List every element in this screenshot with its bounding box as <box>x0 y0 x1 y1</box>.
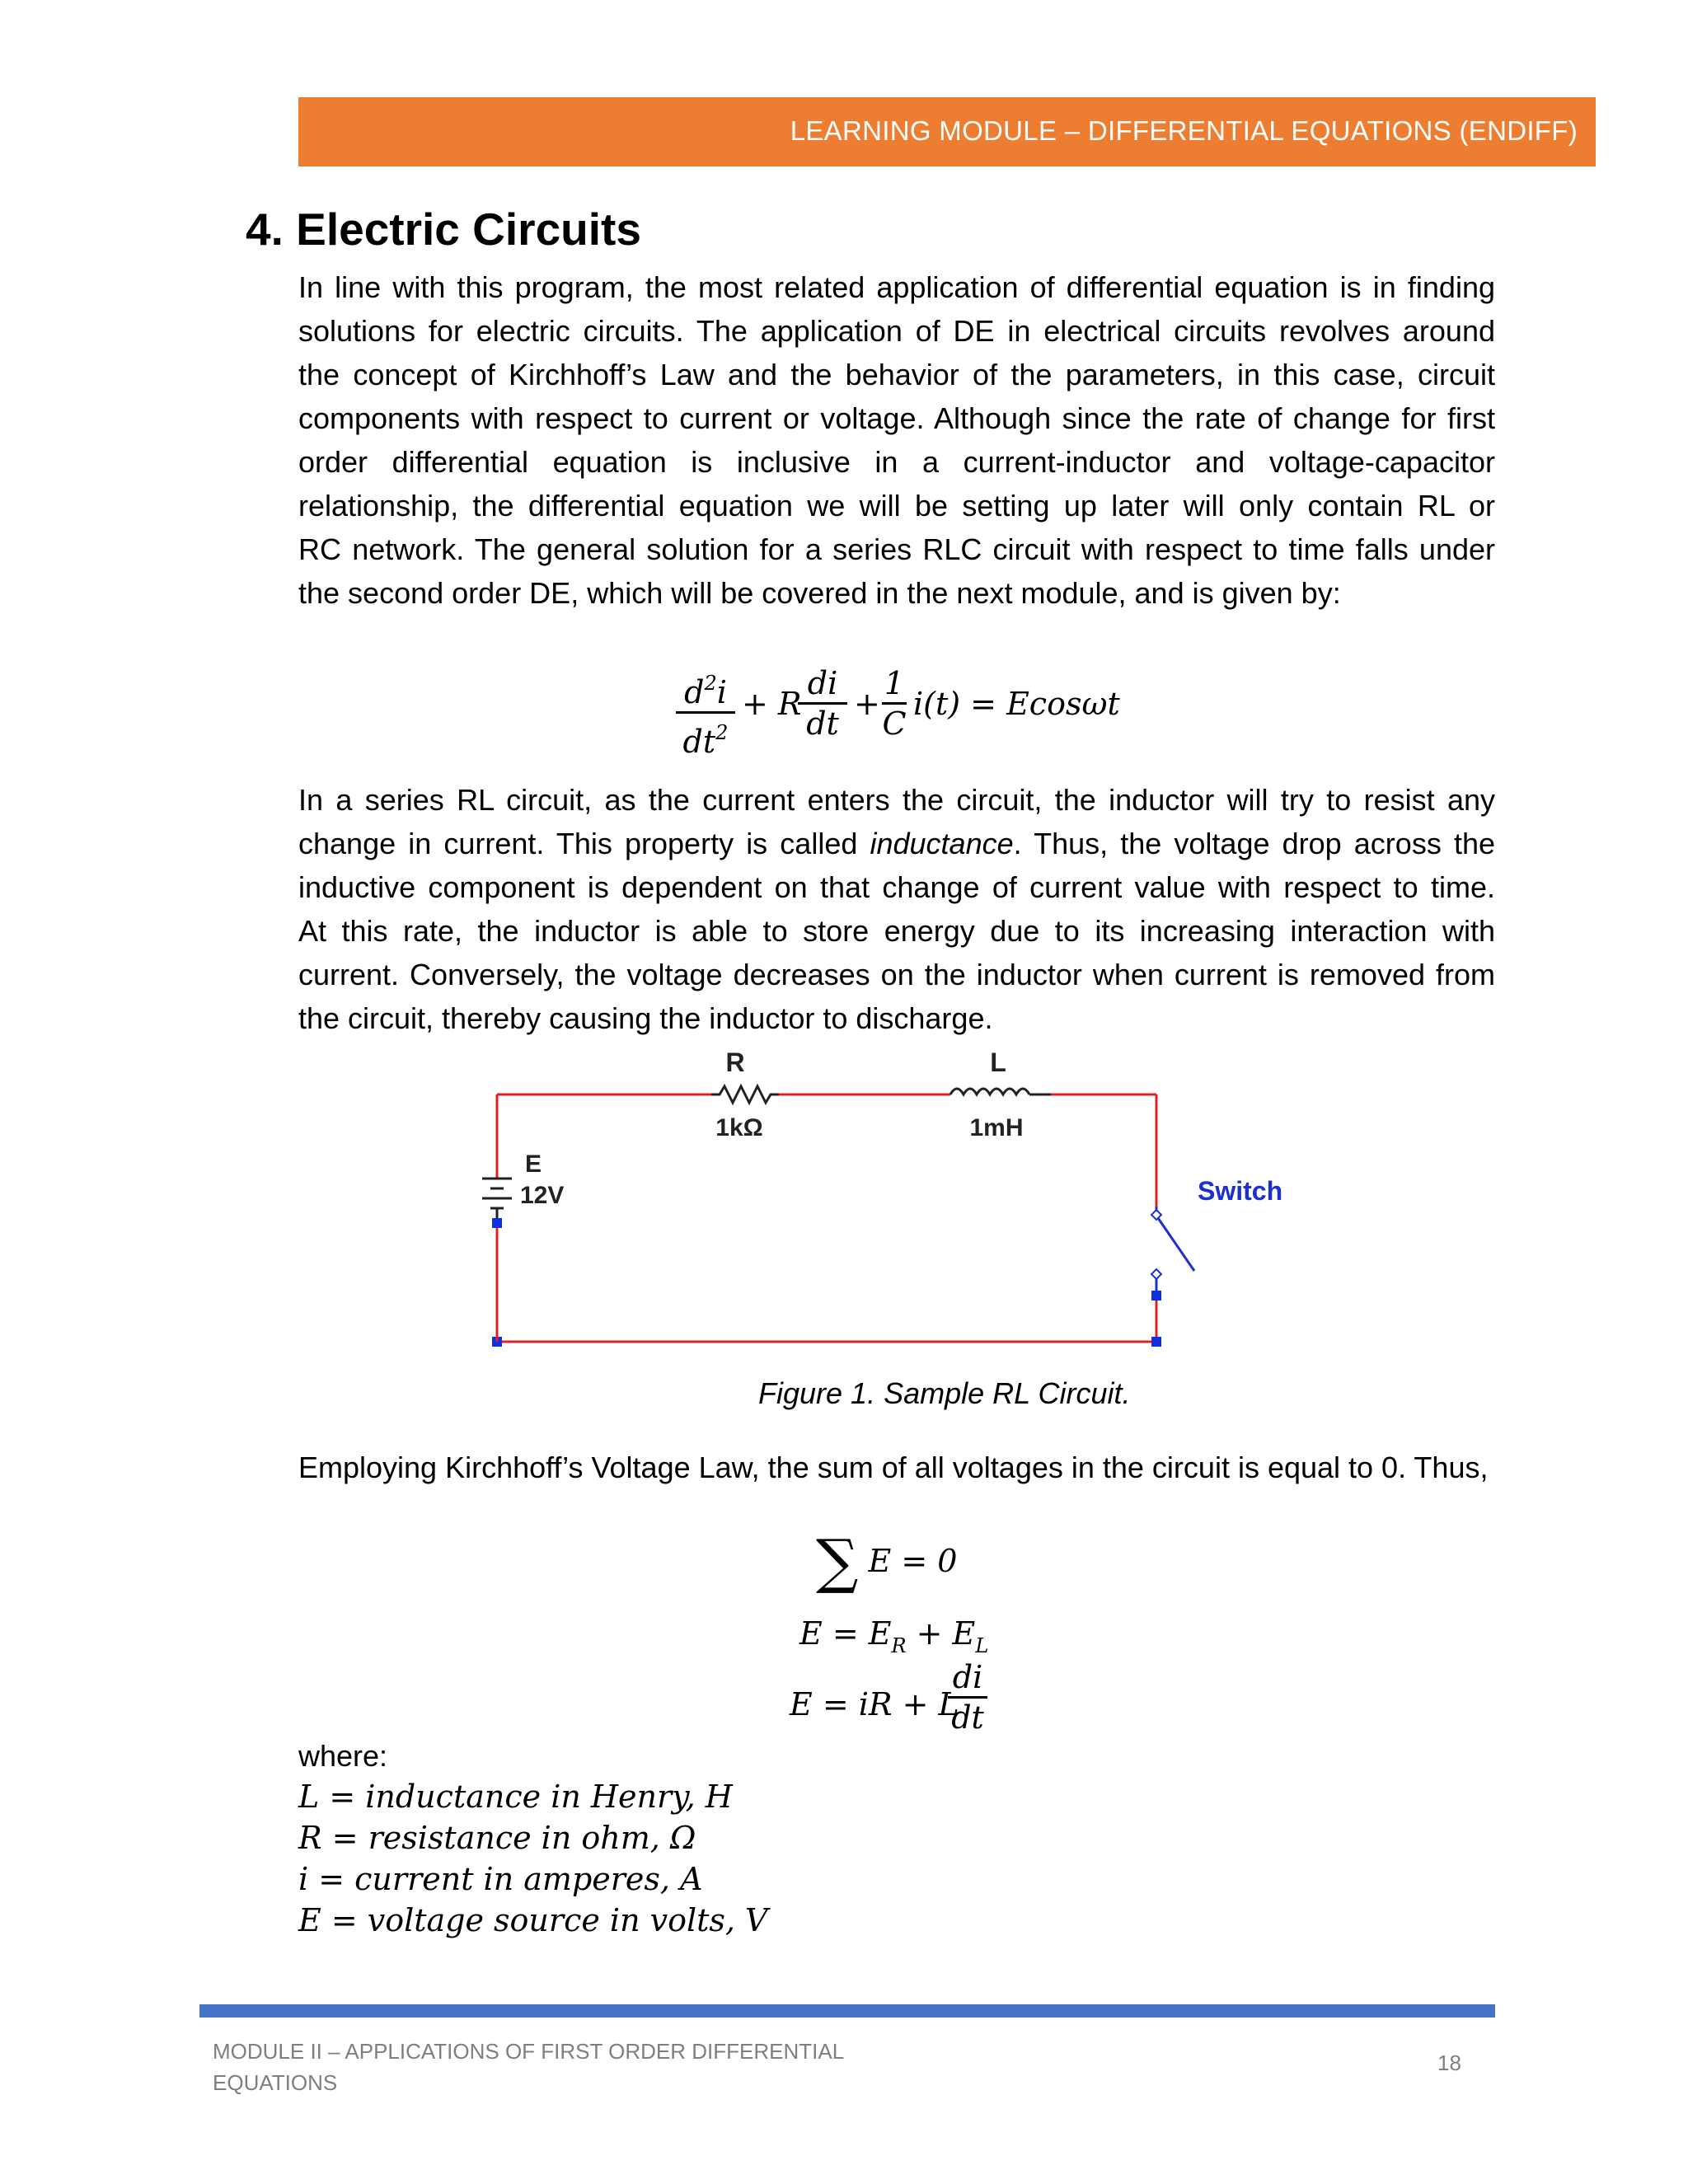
inductor-label: L <box>990 1047 1006 1077</box>
figure-caption: Figure 1. Sample RL Circuit. <box>758 1376 1131 1410</box>
di-dt-fraction: $\frac{di}{dt}$ <box>798 664 847 743</box>
inductance-term: inductance <box>870 827 1014 860</box>
node-bottom-right <box>1151 1337 1161 1347</box>
rl-line-2: change in current. This property is called inductance. Thus, the voltage drop across the <box>298 827 1495 860</box>
switch-contact-bottom <box>1151 1269 1161 1279</box>
one-over-c-fraction: $\frac{1}{C}$ <box>882 665 907 742</box>
section-title: 4. Electric Circuits <box>246 204 641 255</box>
definition-resistance: R = resistance in ohm, Ω <box>298 1820 696 1856</box>
resistor-value: 1kΩ <box>715 1114 763 1141</box>
kvl-sentence: Employing Kirchhoff’s Voltage Law, the sum of all voltages in the circuit is equal to 0. Thus, <box>298 1451 1489 1484</box>
rl-line-5: current. Conversely, the voltage decreases on the inductor when current is removed from <box>298 958 1495 991</box>
definition-inductance: L = inductance in Henry, H <box>298 1779 733 1815</box>
intro-line-2: solutions for electric circuits. The application of DE in electrical circuits revolves around <box>298 314 1495 348</box>
rl-line-1: In a series RL circuit, as the current enters the circuit, the inductor will try to resist any <box>298 783 1495 817</box>
rl-line-6: the circuit, thereby causing the inductor to discharge. <box>298 1001 993 1035</box>
inductor-value: 1mH <box>969 1114 1024 1141</box>
source-value: 12V <box>520 1182 565 1209</box>
intro-paragraph <box>298 265 1495 615</box>
intro-line-5: order differential equation is inclusive in a current-inductor and voltage-capacitor <box>298 445 1495 479</box>
d2i-dt2-fraction: $\frac{d^2i}{dt^2}$ <box>676 664 735 761</box>
battery-symbol <box>482 1179 512 1220</box>
switch-label: Switch <box>1198 1176 1283 1206</box>
kvl-sum-equation: ∑ E = 0 <box>816 1526 958 1596</box>
rlc-rhs: i(t) = Ecosωt <box>913 686 1120 722</box>
switch-blade <box>1158 1218 1194 1271</box>
kvl-rl-equation: E = iR + L $\frac{di}{dt}$ <box>790 1658 1004 1746</box>
rlc-plus-r: + R <box>742 686 802 722</box>
rl-line-3: inductive component is dependent on that change of current value with respect to time. <box>298 870 1495 904</box>
where-label: where: <box>298 1739 388 1773</box>
rl-line-4: At this rate, the inductor is able to store energy due to its increasing interaction with <box>298 914 1495 948</box>
definition-current: i = current in amperes, A <box>298 1861 703 1897</box>
intro-line-1: In line with this program, the most related application of differential equation is in finding <box>298 270 1495 304</box>
intro-line-4: components with respect to current or voltage. Although since the rate of change for first <box>298 401 1495 435</box>
header-bar <box>298 97 1596 166</box>
node-battery <box>492 1218 502 1228</box>
resistor-symbol <box>711 1086 779 1103</box>
intro-line-7: RC network. The general solution for a series RLC circuit with respect to time falls under <box>298 532 1495 566</box>
kvl-component-equation: $E = E_R + E_L$ <box>799 1615 989 1657</box>
sigma-symbol: ∑ <box>816 1526 859 1596</box>
inductor-symbol <box>950 1089 1029 1094</box>
header-title: LEARNING MODULE – DIFFERENTIAL EQUATIONS (ENDIFF) <box>790 115 1578 146</box>
resistor-label: R <box>725 1047 745 1077</box>
rl-circuit-diagram <box>457 1047 1306 1368</box>
page-number: 18 <box>1437 2050 1461 2075</box>
node-switch-bottom <box>1151 1291 1161 1301</box>
intro-line-8: the second order DE, which will be covered in the next module, and is given by: <box>298 576 1341 610</box>
source-label: E <box>525 1151 542 1178</box>
footer-rule <box>199 2004 1495 2018</box>
footer-module-title: MODULE II – APPLICATIONS OF FIRST ORDER DIFFERENTIAL EQUATIONS <box>213 2039 844 2095</box>
rlc-plus: + <box>854 686 880 722</box>
rlc-equation <box>676 664 1137 760</box>
rl-paragraph <box>298 778 1495 1040</box>
intro-line-6: relationship, the differential equation we will be setting up later will only contain RL or <box>298 489 1495 523</box>
definition-voltage: E = voltage source in volts, V <box>298 1902 768 1938</box>
intro-line-3: the concept of Kirchhoff’s Law and the behavior of the parameters, in this case, circuit <box>298 358 1495 391</box>
